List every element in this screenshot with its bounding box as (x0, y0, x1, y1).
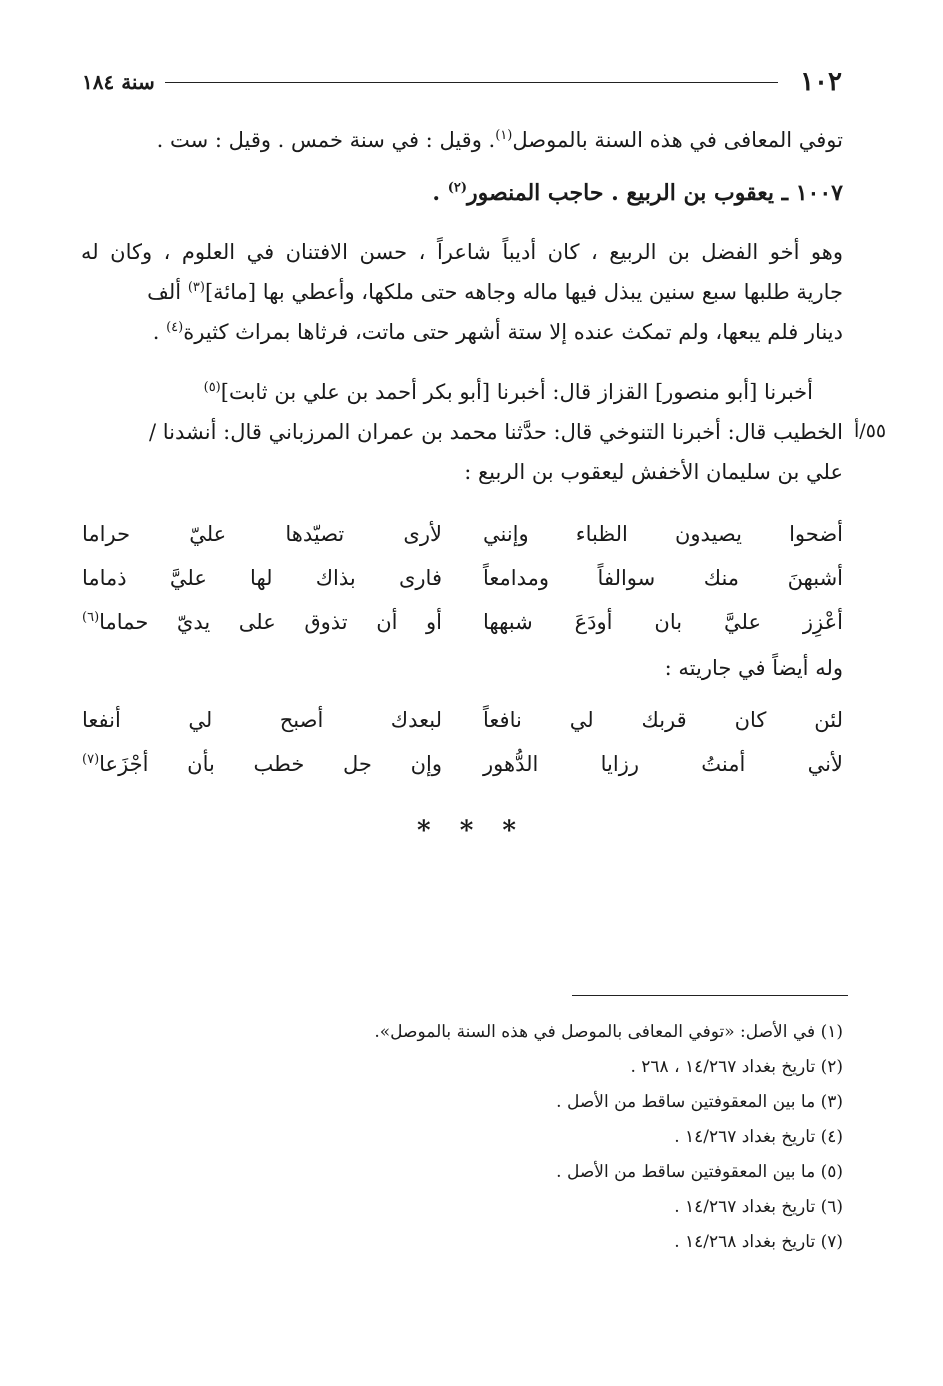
footnote: (١) في الأصل: «توفي المعافى بالموصل في هذه السنة بالموصل». (374, 1022, 843, 1042)
para1-line2-text: جارية طلبها سبع سنين يبذل فيها ماله وجاهه حتى ملكها، وأعطي بها [مائة] (204, 280, 843, 304)
page-number: ١٠٢ (800, 67, 842, 97)
footnote-ref: (٢) (447, 180, 468, 196)
poem2-hemistich-right: لئن كان قربك لي نافعاً (483, 708, 843, 732)
para1-line2-tail: ألف (147, 280, 188, 304)
poem1-hemistich-left: فارى بذاك لها عليَّ ذماما (82, 566, 442, 590)
footnote: (٢) تاريخ بغداد ١٤/٢٦٧ ، ٢٦٨ . (630, 1057, 843, 1077)
poem2-hemistich-right: لأني أمنتُ رزايا الدُّهور (483, 752, 843, 776)
para1-line3-text: دينار فلم يبعها، ولم تمكث عنده إلا ستة أشهر حتى ماتت، فرثاها بمراث كثيرة (183, 320, 843, 344)
poem1-hemistich-left (82, 610, 442, 634)
page-header (82, 62, 842, 102)
footnote-ref: (٦) (82, 610, 100, 625)
footnote: (٣) ما بين المعقوفتين ساقط من الأصل . (556, 1092, 843, 1112)
para2-line2: الخطيب قال: أخبرنا التنوخي قال: حدَّثنا محمد بن عمران المرزباني قال: أنشدنا / (149, 420, 843, 444)
footnote: (٤) تاريخ بغداد ١٤/٢٦٧ . (674, 1127, 843, 1147)
header-rule (165, 82, 778, 83)
poem2-hemistich-left: لبعدك أصبح لي أنفعا (82, 708, 442, 732)
footnote-ref: (٥) (203, 380, 221, 395)
footnote-ref: (١) (495, 128, 513, 143)
para1-line1: وهو أخو الفضل بن الربيع ، كان أديباً شاعراً ، حسن الافتنان في العلوم ، وكان له (81, 240, 843, 264)
section-separator: * * * (417, 816, 526, 846)
poem1-hemistich-right: أشبهنَ منك سوالفاً ومدامعاً (483, 566, 843, 590)
para1-line3-tail: . (152, 320, 167, 344)
para1-line3 (153, 320, 843, 344)
poem2-hemistich-left (82, 752, 442, 776)
margin-folio-ref: ٥٥/أ (854, 420, 887, 442)
para2-line1 (204, 380, 813, 404)
poem2-hemistich-left-text: وإن جل خطب بأن أجْزَعا (99, 752, 442, 776)
header-year: سنة ١٨٤ (82, 70, 155, 94)
entry-title-text: ١٠٠٧ ـ يعقوب بن الربيع . حاجب المنصور (467, 180, 843, 206)
footnote: (٧) تاريخ بغداد ١٤/٢٦٨ . (674, 1232, 843, 1252)
footnote-ref: (٣) (187, 280, 205, 295)
footnote: (٦) تاريخ بغداد ١٤/٢٦٧ . (674, 1197, 843, 1217)
intro-line (157, 128, 843, 152)
footnote-ref: (٤) (166, 320, 184, 335)
para1-line2 (81, 280, 843, 304)
poem1-hemistich-left: لأرى تصيّدها عليّ حراما (82, 522, 442, 546)
footnote-ref: (٧) (82, 752, 100, 767)
poem1-hemistich-right: أعْزِز عليَّ بان أودَعَ شبهها (483, 610, 843, 634)
poem1-hemistich-left-text: أو أن تذوق على يديّ حماما (99, 610, 442, 634)
entry-title: ١٠٠٧ ـ يعقوب بن الربيع . حاجب المنصور$^{(٢)}$ . (432, 180, 843, 206)
poem1-hemistich-right: أضحوا يصيدون الظباء وإنني (483, 522, 843, 546)
poem2-intro: وله أيضاً في جاريته : (664, 656, 843, 680)
footnote-rule (572, 995, 848, 996)
para2-line3: علي بن سليمان الأخفش ليعقوب بن الربيع : (464, 460, 843, 484)
footnote: (٥) ما بين المعقوفتين ساقط من الأصل . (556, 1162, 843, 1182)
intro-text: توفي المعافى في هذه السنة بالموصل (512, 128, 843, 152)
intro-tail: . وقيل : في سنة خمس . وقيل : ست . (156, 128, 496, 152)
para2-line1-text: أخبرنا [أبو منصور] القزاز قال: أخبرنا [أبو بكر أحمد بن علي بن ثابت] (220, 380, 813, 404)
